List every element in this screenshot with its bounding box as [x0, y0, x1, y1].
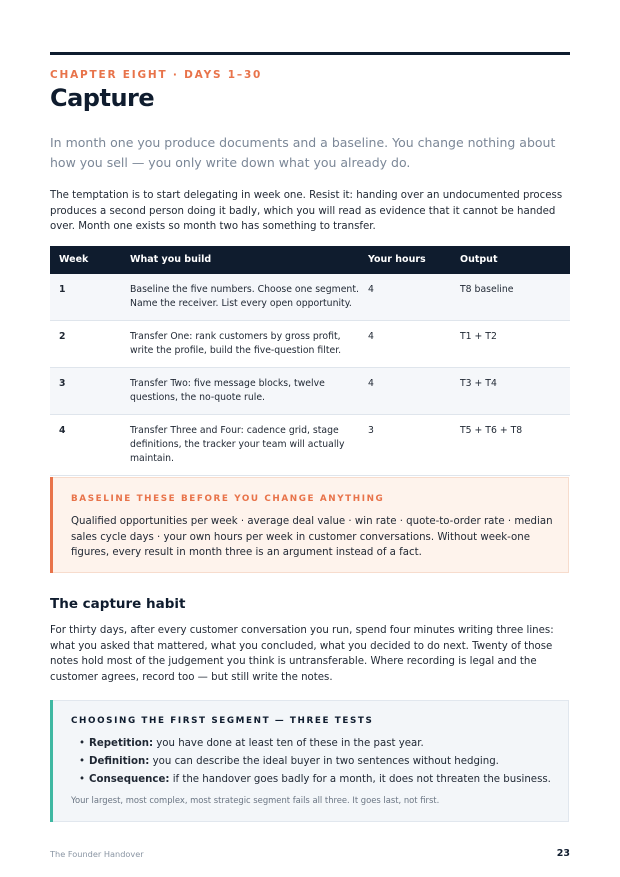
list-item	[79, 753, 549, 771]
table-row	[50, 274, 570, 321]
cell-hours: 4	[359, 368, 451, 415]
tests-list	[79, 735, 549, 789]
baseline-callout-body: Qualified opportunities per week · average deal value · win rate · quote-to-order rate · median sales cycle days · your own hours per week in customer conversations. Without week-one figures, every result in month three is an argument instead of a fact.	[71, 516, 553, 558]
cell-output: T5 + T6 + T8	[451, 415, 570, 476]
cell-build: Transfer Two: five message blocks, twelve questions, the no-quote rule.	[121, 368, 359, 415]
test-term: Consequence:	[89, 774, 170, 785]
bullet-icon: •	[79, 774, 86, 785]
chapter-label: CHAPTER EIGHT · DAYS 1–30	[50, 69, 263, 81]
intro-paragraph: The temptation is to start delegating in week one. Resist it: handing over an undocumented process produces a second person doing it badly, which you will read as evidence that it cannot be handed over. Month one exists so month two has something to transfer.	[50, 190, 563, 232]
bullet-icon: •	[79, 738, 86, 749]
cell-hours: 4	[359, 274, 451, 321]
section-heading: The capture habit	[50, 596, 186, 612]
callout-accent-bar	[50, 700, 53, 822]
segment-note: Your largest, most complex, most strategic segment fails all three. It goes last, not first.	[71, 795, 440, 805]
list-item	[79, 735, 549, 753]
cell-week: 1	[50, 274, 121, 321]
segment-callout	[50, 700, 569, 822]
test-text: you have done at least ten of these in the past year.	[153, 738, 424, 749]
segment-callout-heading: CHOOSING THE FIRST SEGMENT — THREE TESTS	[71, 716, 374, 726]
page-title: Capture	[50, 84, 155, 112]
table-row	[50, 415, 570, 476]
cell-build: Transfer Three and Four: cadence grid, stage definitions, the tracker your team will actually maintain.	[121, 415, 359, 476]
header-week: Week	[50, 246, 121, 274]
footer-book-title: The Founder Handover	[50, 849, 144, 859]
header-output: Output	[451, 246, 570, 274]
header-what-you-build: What you build	[121, 246, 359, 274]
cell-week: 2	[50, 321, 121, 368]
cell-output: T3 + T4	[451, 368, 570, 415]
habit-paragraph: For thirty days, after every customer conversation you run, spend four minutes writing three lines: what you asked that mattered, what you concluded, what you decided to do next. Twenty of those notes hold most of the judgement you think is untransferable. Where recording is legal and the customer agrees, record too — but still write the notes.	[50, 625, 554, 683]
header-your-hours: Your hours	[359, 246, 451, 274]
cell-build: Baseline the five numbers. Choose one segment. Name the receiver. List every open opportunity.	[121, 274, 359, 321]
cell-build: Transfer One: rank customers by gross profit, write the profile, build the five-question filter.	[121, 321, 359, 368]
cell-output: T8 baseline	[451, 274, 570, 321]
cell-output: T1 + T2	[451, 321, 570, 368]
cell-hours: 4	[359, 321, 451, 368]
table-row	[50, 368, 570, 415]
test-term: Definition:	[89, 756, 150, 767]
test-text: you can describe the ideal buyer in two sentences without hedging.	[149, 756, 499, 767]
cell-week: 4	[50, 415, 121, 476]
bullet-icon: •	[79, 756, 86, 767]
weekly-plan-table	[50, 246, 570, 476]
cell-hours: 3	[359, 415, 451, 476]
table-header-row	[50, 246, 570, 274]
baseline-callout	[50, 477, 569, 573]
page-number: 23	[556, 848, 570, 859]
callout-accent-bar	[50, 477, 53, 573]
top-rule	[50, 52, 570, 55]
list-item	[79, 771, 549, 789]
test-text: if the handover goes badly for a month, it does not threaten the business.	[169, 774, 551, 785]
cell-week: 3	[50, 368, 121, 415]
table-row	[50, 321, 570, 368]
lead-paragraph: In month one you produce documents and a baseline. You change nothing about how you sell — you only write down what you already do.	[50, 135, 556, 170]
baseline-callout-heading: BASELINE THESE BEFORE YOU CHANGE ANYTHING	[71, 494, 385, 504]
test-term: Repetition:	[89, 738, 154, 749]
